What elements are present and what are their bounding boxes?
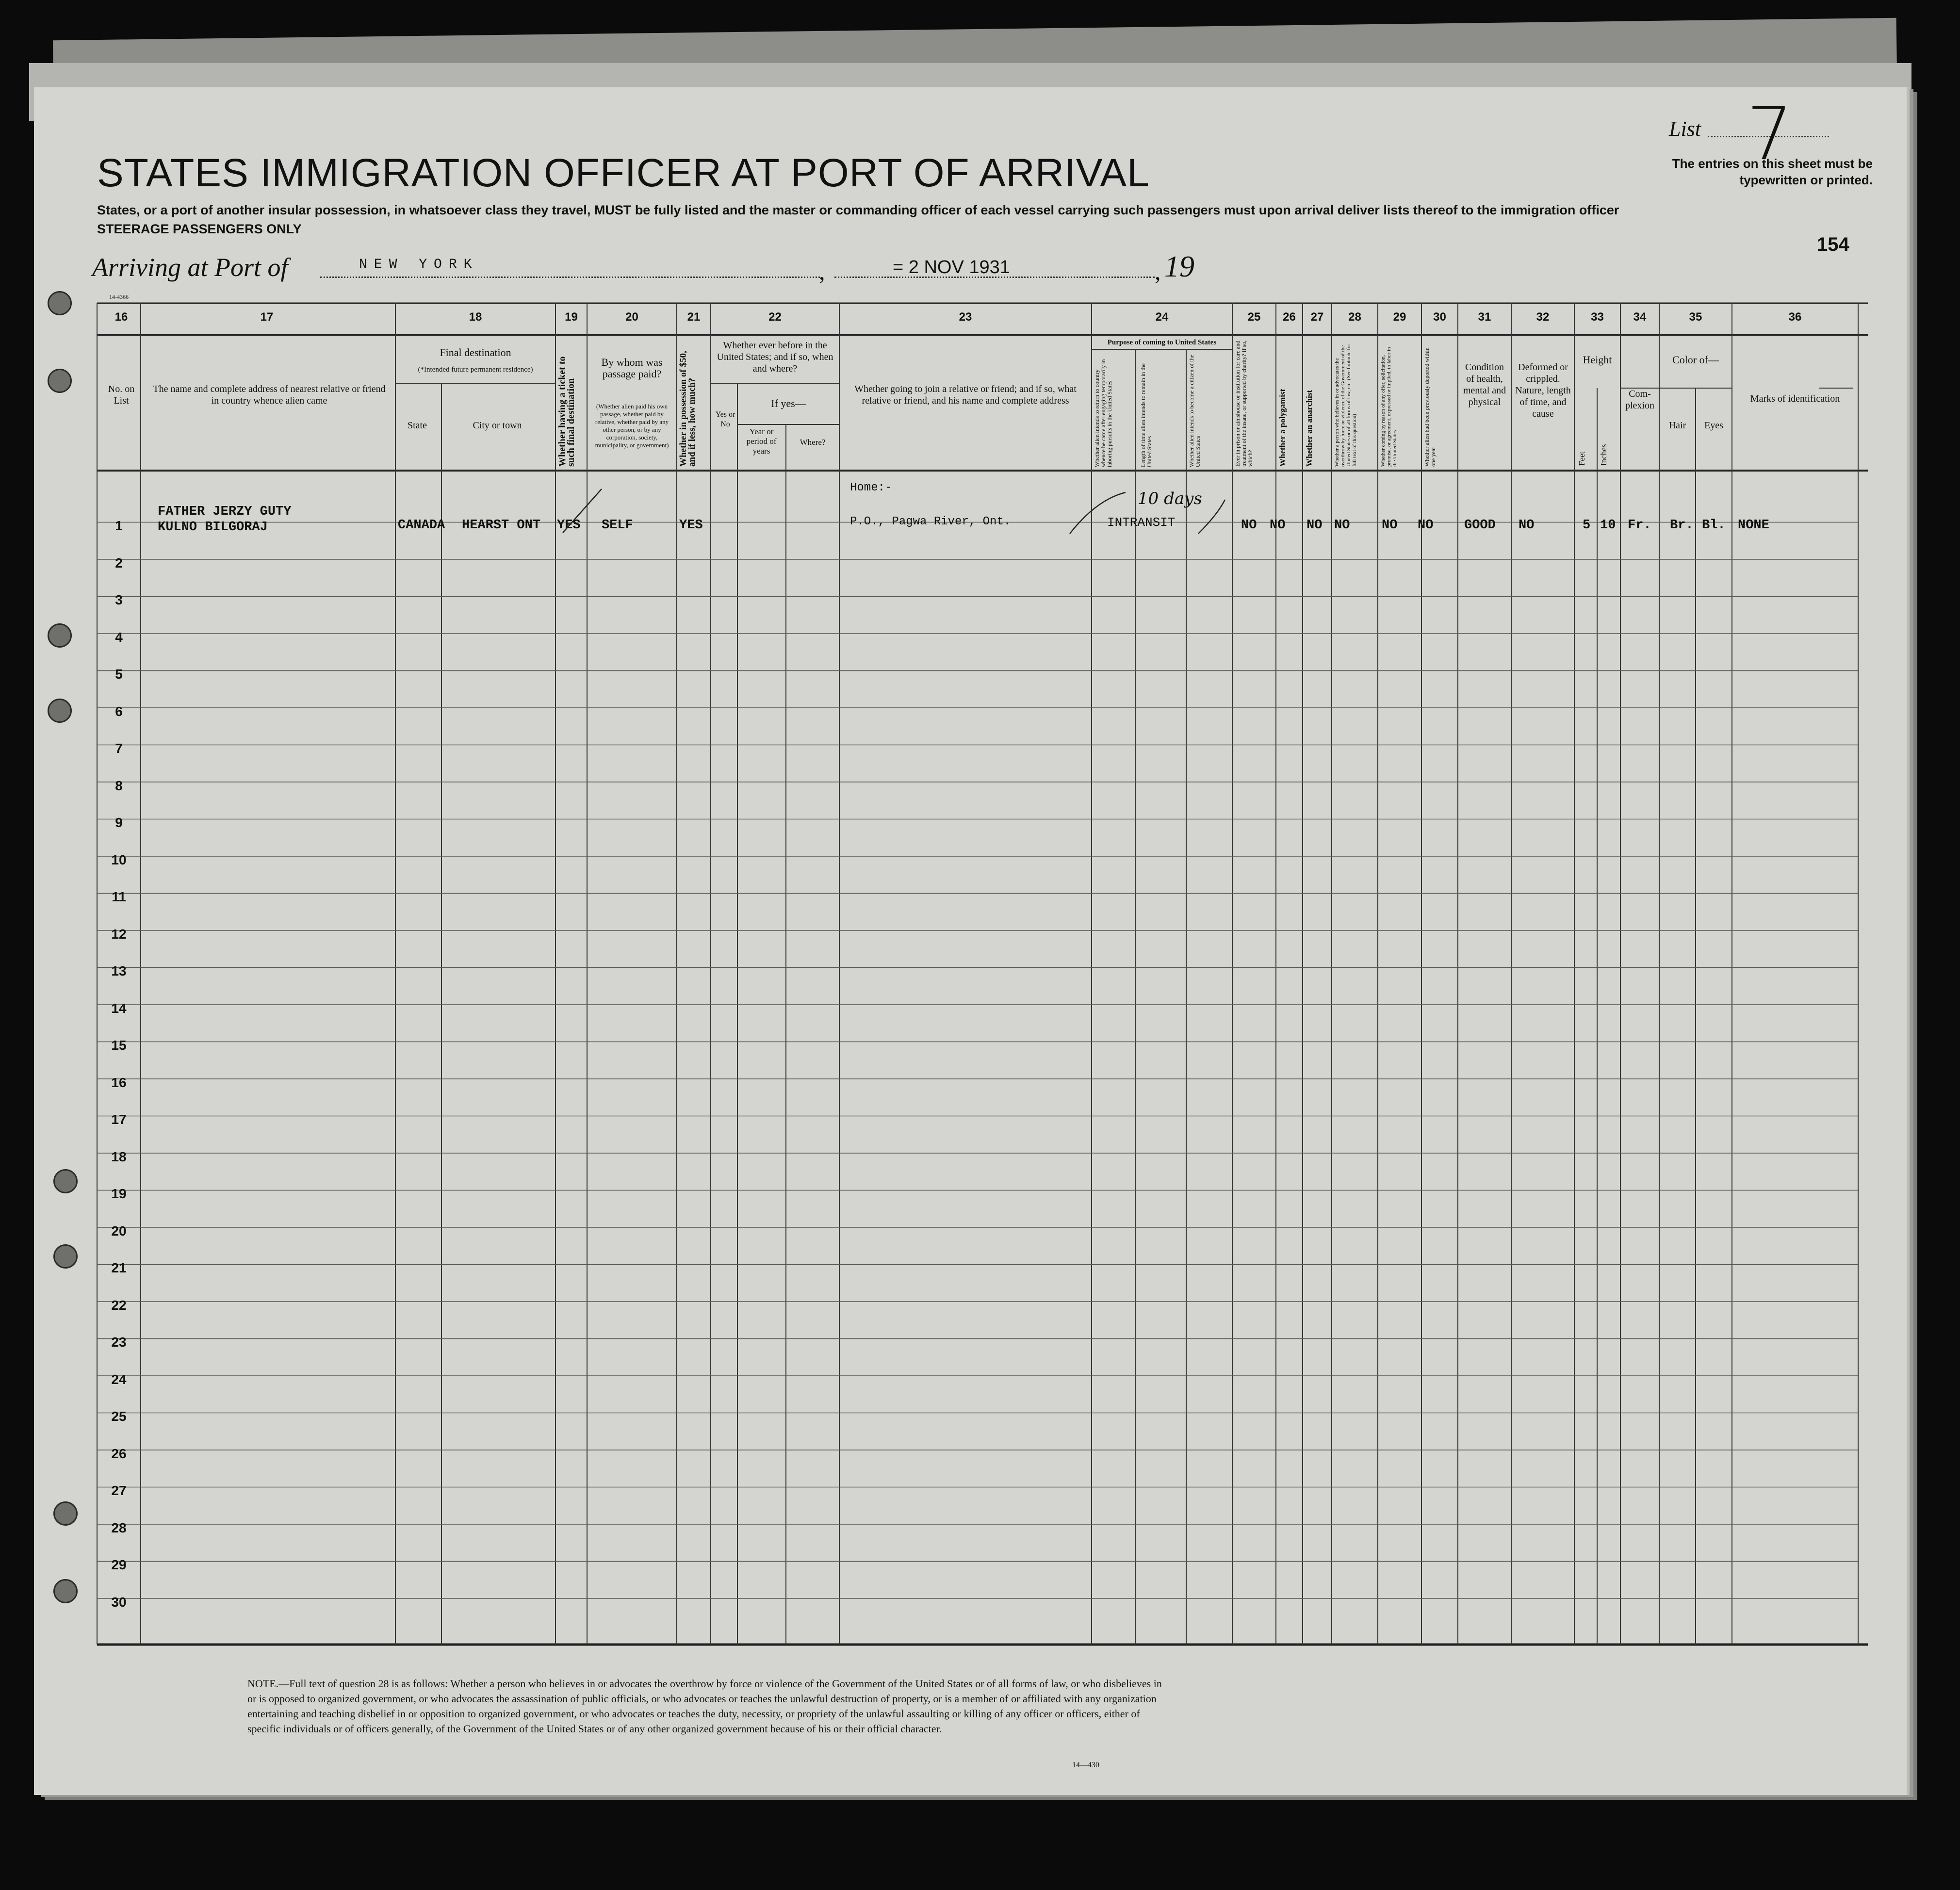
port-value: NEW YORK [359,257,479,272]
header-inches: Inches [1599,444,1608,466]
header-polygamist: Whether a polygamist [1278,389,1287,467]
entries-note: The entries on this sheet must be typewritten or printed. [1672,156,1873,187]
row-number: 11 [112,889,126,904]
header-fifty-dollars: Whether in possession of $50, and if less, how much? [678,351,697,467]
form-number: 14—430 [1072,1761,1099,1769]
row-number: 9 [115,815,123,830]
row-number: 13 [111,963,127,978]
header-no-on-list: No. on List [108,384,135,406]
col-num-27: 27 [1310,310,1324,324]
header-deformed: Deformed or crippled. Nature, length of time, and cause [1515,362,1571,419]
header-final-destination: Final destination [440,346,511,358]
row-number: 5 [115,667,123,682]
row-number: 2 [115,555,123,570]
list-label: List [1669,117,1701,141]
entry-marks: NONE [1738,518,1769,533]
header-yes-no: Yes or No [715,410,735,428]
date-stamp: = 2 NOV 1931 [893,257,1010,277]
row-number: 23 [111,1335,127,1350]
entry-relative-line2: KULNO BILGORAJ [158,520,268,535]
year-prefix: 19 [1164,250,1194,283]
header-hair: Hair [1668,420,1686,431]
entry-paid-by: SELF [602,518,633,533]
entry-intransit: INTRANSIT [1107,515,1176,530]
steerage-label: STEERAGE PASSENGERS ONLY [97,222,302,236]
row-number: 3 [115,592,123,607]
col-num-36: 36 [1788,310,1802,324]
header-prison: Ever in prison or almshouse or institution for care and treatment of the insane, or supported by charity? If so, which? [1234,340,1254,467]
entry-city: HEARST ONT [462,518,541,533]
header-purpose-length: Length of time alien intends to remain in the United States [1140,363,1153,467]
col-num-29: 29 [1393,310,1406,324]
row-number: 24 [111,1371,127,1387]
row-number: 12 [111,926,127,942]
row-number: 22 [111,1297,127,1313]
header-if-yes: If yes— [771,397,806,409]
header-period: Year or period of years [746,427,777,456]
header-nearest-relative: The name and complete address of nearest relative or friend in country whence alien came [153,384,386,406]
row-number: 21 [111,1260,127,1275]
form-number-top: 14-4366 [109,293,129,300]
col-num-34: 34 [1633,310,1647,324]
col-num-16: 16 [114,310,128,324]
header-ever-before: Whether ever before in the United States; and if so, when and where? [717,340,833,374]
entry-hair: Br. [1670,518,1694,533]
row-number: 27 [111,1483,127,1498]
arriving-label: Arriving at Port of [92,253,288,282]
row-number: 20 [111,1223,127,1238]
entry-c28: NO [1334,518,1350,533]
entry-c26: NO [1270,518,1286,533]
row-number: 7 [115,741,123,756]
header-height: Height [1583,354,1612,366]
entry-c25: NO [1241,518,1257,533]
row-number: 18 [111,1149,127,1164]
row-number: 8 [115,778,123,793]
row-number: 29 [111,1557,127,1572]
col-num-30: 30 [1433,310,1446,324]
row-number: 26 [111,1446,127,1461]
col-num-32: 32 [1536,310,1550,324]
entry-fifty: YES [679,518,703,533]
header-anarchist: Whether an anarchist [1305,390,1314,467]
header-purpose: Purpose of coming to United States [1107,339,1217,346]
header-q28: Whether a person who believes in or advocates the overthrow by force or violence of the Government of the United States or of all forms of law, etc. (See footnote for full text of this question) [1334,343,1357,467]
col-num-18: 18 [469,310,482,324]
entry-eyes: Bl. [1702,518,1726,533]
col-num-26: 26 [1283,310,1296,324]
col-num-28: 28 [1348,310,1361,324]
row-number: 25 [111,1409,127,1424]
row-number: 17 [111,1112,127,1127]
comma: , [819,258,825,285]
header-eyes: Eyes [1704,420,1723,431]
header-health: Condition of health, mental and physical [1463,362,1506,407]
page-title: STATES IMMIGRATION OFFICER AT PORT OF ARRIVAL [97,151,1150,195]
entry-complexion: Fr. [1628,518,1651,533]
instructions-line: States, or a port of another insular possession, in whatsoever class they travel, MUST be fully listed and the master or commanding officer of each vessel carrying such passengers must upon arrival deliver lists thereof to the immigration officer [97,203,1619,217]
entry-join-line1: Home:- [850,481,892,494]
header-complexion: Com-plexion [1625,389,1654,411]
col-num-33: 33 [1591,310,1604,324]
col-num-20: 20 [625,310,638,324]
entry-ticket: YES [557,518,581,533]
entry-handwritten-days: 10 days [1138,489,1202,508]
row-number: 19 [111,1186,127,1201]
col-num-23: 23 [959,310,972,324]
col-num-21: 21 [687,310,701,324]
comma: , [1155,258,1161,285]
row-number: 6 [115,703,123,719]
header-color-of: Color of— [1672,354,1719,366]
col-num-25: 25 [1247,310,1261,324]
header-state: State [408,420,427,431]
entry-join-line2: P.O., Pagwa River, Ont. [850,515,1011,528]
row-number: 15 [111,1038,127,1053]
entry-c30: NO [1418,518,1434,533]
entry-c29: NO [1382,518,1398,533]
entry-deformed: NO [1519,518,1535,533]
header-marks: Marks of identification [1750,393,1840,404]
header-feet: Feet [1577,451,1586,466]
header-passage-note: (Whether alien paid his own passage, whether paid by relative, whether paid by any other person, or by any corporation, society, municipality, or government) [595,403,669,449]
entry-feet: 5 [1583,518,1591,533]
entry-inches: 10 [1600,518,1616,533]
header-city: City or town [473,420,522,431]
entry-c27: NO [1307,518,1323,533]
page-number: 154 [1817,234,1849,255]
header-ticket: Whether having a ticket to such final destination [557,356,576,467]
entry-state: CANADA [398,518,445,533]
row-number: 28 [111,1520,127,1535]
col-num-19: 19 [565,310,578,324]
row-number: 14 [111,1000,127,1016]
footnote: NOTE.—Full text of question 28 is as follows: Whether a person who believes in or advocates the overthrow by force or violence of the Government of the United States or of all forms of law, or who disbelieves in or is opposed to organized government, or who advocates the assassination of public officials, or who advocates or teaches the unlawful destruction of property, or is a member of or affiliated with any organization entertaining and teaching disbelief in or opposition to organized government, or who advocates or teaches the duty, necessity, or propriety of the unlawful assaulting or killing of any officer or officers, either of specific individuals or of officers generally, of the Government of the United States or of any other organized government because of his or their official character. [247,1678,1162,1735]
entry-relative-line1: FATHER JERZY GUTY [158,505,292,519]
row-number: 10 [111,852,127,867]
row-number: 4 [115,629,123,645]
col-num-17: 17 [260,310,274,324]
header-labor-offer: Whether coming by reason of any offer, solicitation, promise, or agreement, expressed or implied, to labor in the United States [1380,347,1398,467]
col-num-22: 22 [768,310,782,324]
row-number: 30 [111,1594,127,1610]
col-num-35: 35 [1689,310,1702,324]
header-where: Where? [800,438,826,447]
header-final-destination-note: (*Intended future permanent residence) [418,366,533,374]
header-purpose-return: Whether alien intends to return to country whence he came after engaging temporarily in laboring pursuits in the United States [1094,359,1113,467]
header-passage-paid: By whom was passage paid? [601,356,663,380]
entry-health: GOOD [1464,518,1496,533]
row-number: 16 [111,1075,127,1090]
col-num-24: 24 [1155,310,1169,324]
col-num-31: 31 [1478,310,1491,324]
header-deported: Whether alien had been previously deported within one year [1423,347,1437,467]
row-number: 1 [115,518,123,533]
list-number: 7 [1747,92,1793,177]
header-join-relative: Whether going to join a relative or friend; and if so, what relative or friend, and his name and complete address [854,384,1077,406]
header-purpose-citizen: Whether alien intends to become a citizen of the United States [1188,355,1201,467]
